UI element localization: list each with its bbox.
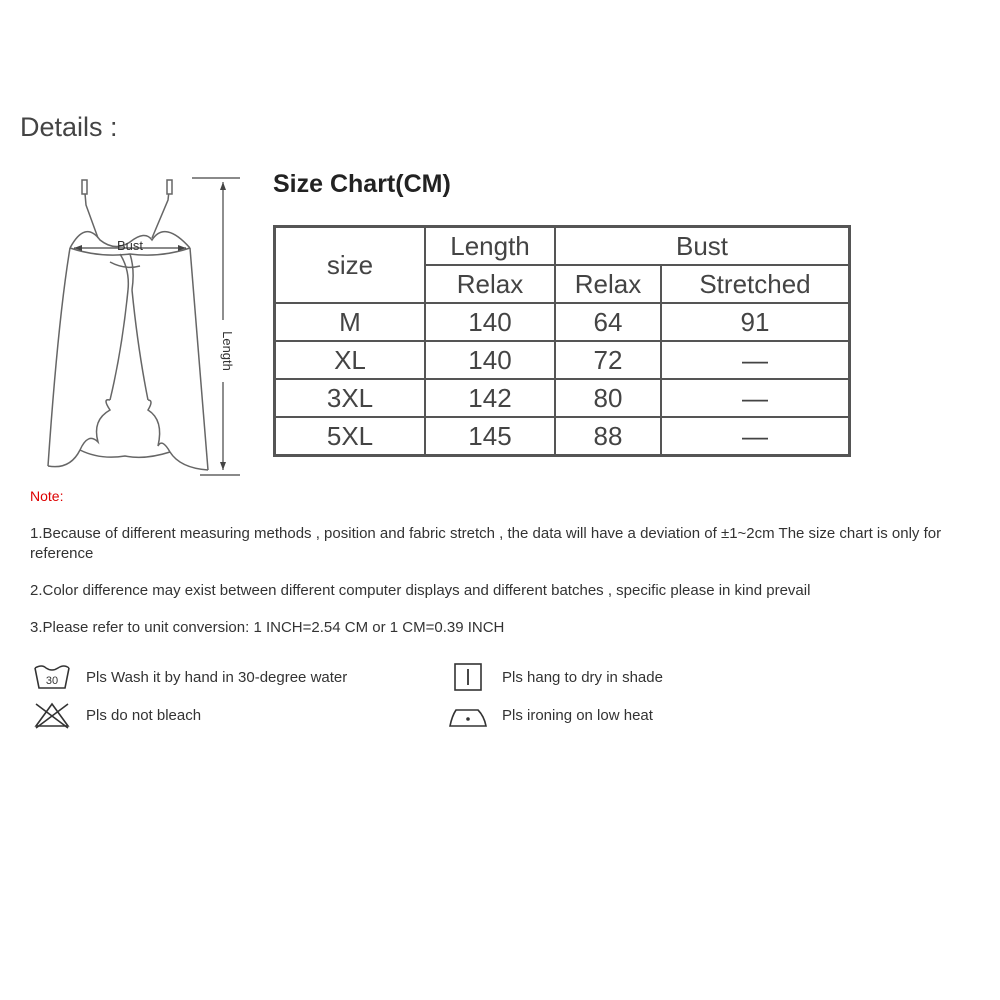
care-bleach: [32, 700, 201, 730]
note-line-2: 2.Color difference may exist between different computer displays and different batches , specific please in kind prevail: [30, 582, 811, 599]
table-header-row: [275, 227, 850, 266]
cell-size: XL: [275, 341, 426, 379]
hand-wash-30-icon: [32, 662, 72, 692]
header-size: size: [275, 227, 426, 304]
cell-bust-relax: 80: [555, 379, 661, 417]
table-row: [275, 303, 850, 341]
subheader-bust-stretched: Stretched: [661, 265, 850, 303]
note-line-1: 1.Because of different measuring methods , position and fabric stretch , the data will have a deviation of ±1~2cm The size chart is only for reference: [30, 525, 942, 562]
care-iron-text: Pls ironing on low heat: [502, 706, 653, 724]
cell-bust-stretched: —: [661, 341, 850, 379]
size-chart-title: Size Chart(CM): [273, 170, 451, 198]
table-row: [275, 379, 850, 417]
note-line-3: 3.Please refer to unit conversion: 1 INCH=2.54 CM or 1 CM=0.39 INCH: [30, 619, 505, 636]
table-row: [275, 417, 850, 456]
cell-length: 140: [425, 341, 555, 379]
header-bust: Bust: [555, 227, 850, 266]
care-hang-text: Pls hang to dry in shade: [502, 668, 663, 686]
subheader-length-relax: Relax: [425, 265, 555, 303]
hang-dry-shade-icon: [448, 662, 488, 692]
cell-bust-stretched: —: [661, 379, 850, 417]
bust-label: Bust: [116, 238, 144, 253]
cell-bust-stretched: —: [661, 417, 850, 456]
cell-size: 3XL: [275, 379, 426, 417]
details-heading: Details :: [20, 112, 118, 142]
note-title: Note:: [30, 488, 64, 504]
cell-bust-relax: 64: [555, 303, 661, 341]
care-bleach-text: Pls do not bleach: [86, 706, 202, 724]
care-wash-text: Pls Wash it by hand in 30-degree water: [86, 668, 348, 686]
cell-length: 142: [425, 379, 555, 417]
cell-bust-relax: 88: [555, 417, 661, 456]
cell-size: M: [275, 303, 426, 341]
care-hang: [448, 662, 663, 692]
header-length: Length: [425, 227, 555, 266]
iron-low-heat-icon: [448, 700, 488, 730]
care-wash: [32, 662, 347, 692]
no-bleach-icon: [32, 700, 72, 730]
cell-bust-relax: 72: [555, 341, 661, 379]
care-iron: [448, 700, 653, 730]
length-label: Length: [220, 331, 235, 371]
subheader-bust-relax: Relax: [555, 265, 661, 303]
dress-measurement-diagram: [40, 170, 245, 480]
cell-size: 5XL: [275, 417, 426, 456]
size-table: [273, 225, 851, 457]
table-row: [275, 341, 850, 379]
svg-text:30: 30: [45, 675, 59, 687]
cell-bust-stretched: 91: [661, 303, 850, 341]
cell-length: 140: [425, 303, 555, 341]
cell-length: 145: [425, 417, 555, 456]
